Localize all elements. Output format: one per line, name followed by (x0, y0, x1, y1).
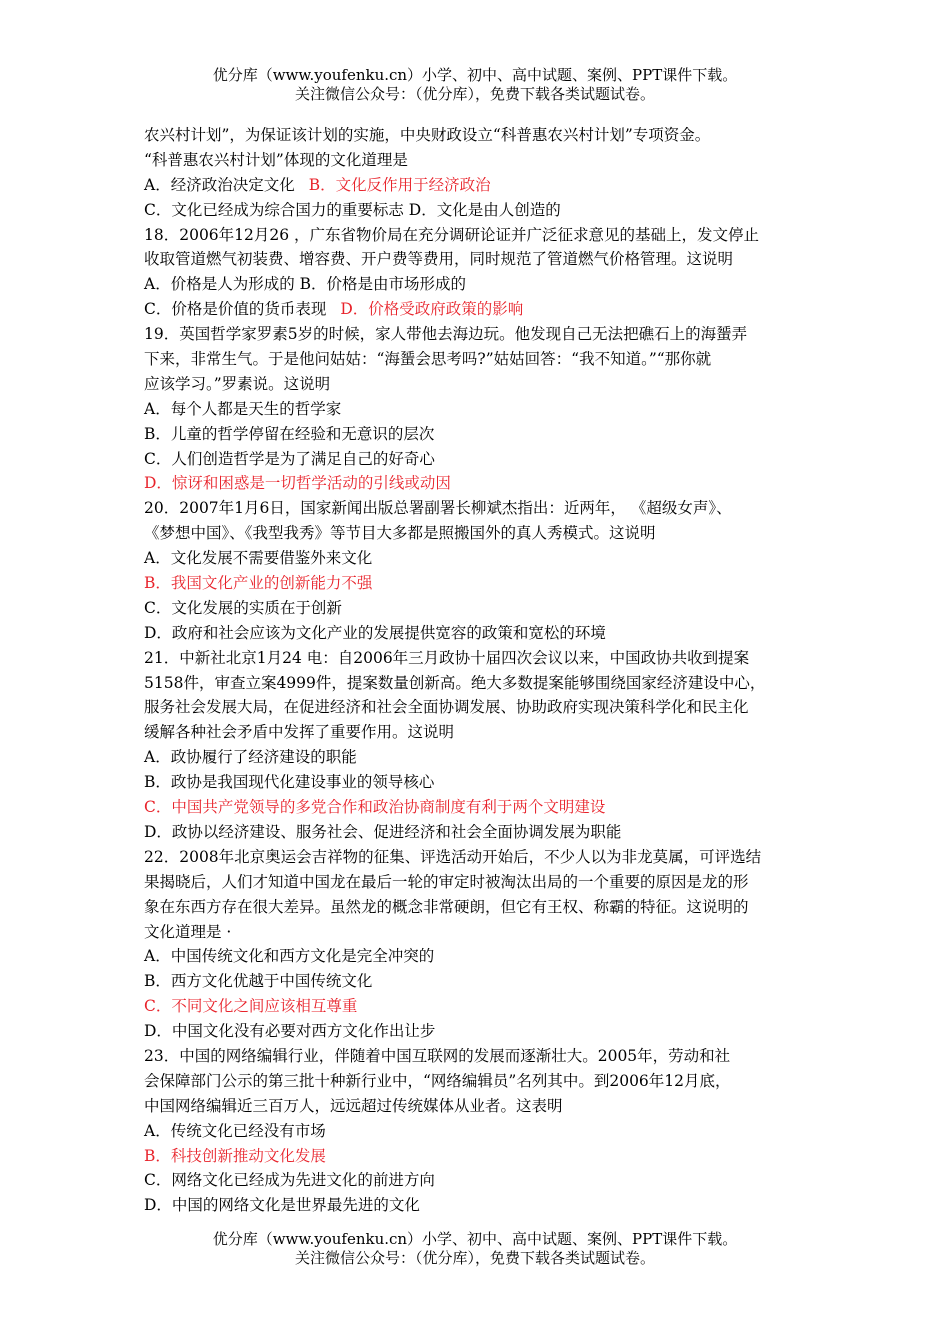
option-a: A．每个人都是天生的哲学家 (144, 399, 342, 418)
document-body (144, 123, 816, 1218)
option-a: A．中国传统文化和西方文化是完全冲突的 (144, 947, 435, 966)
option-c: C．价格是价值的货币表现 (144, 300, 327, 319)
text-line: 果揭晓后，人们才知道中国龙在最后一轮的审定时被淘汰出局的一个重要的原因是龙的形 (144, 872, 749, 891)
answer-option-c: C．中国共产党领导的多党合作和政治协商制度有利于两个文明建设 (144, 798, 606, 817)
answer-option-b: B．文化反作用于经济政治 (308, 175, 491, 194)
question-20: 20．2007年1月6日，国家新闻出版总署副署长柳斌杰指出：近两年， 《超级女声》、 (144, 499, 732, 518)
answer-option-b: B．科技创新推动文化发展 (144, 1146, 326, 1165)
option-c: C．网络文化已经成为先进文化的前进方向 (144, 1171, 435, 1190)
option-d: D．中国文化没有必要对西方文化作出让步 (144, 1022, 436, 1041)
text-line: “科普惠农兴村计划”体现的文化道理是 (144, 150, 408, 169)
text-line: 缓解各种社会矛盾中发挥了重要作用。这说明 (144, 723, 455, 742)
option-c: C．文化发展的实质在于创新 (144, 598, 342, 617)
option-line: A．价格是人为形成的 B．价格是由市场形成的 (144, 275, 467, 294)
footer-line-2: 关注微信公众号：（优分库），免费下载各类试题试卷。 (294, 1249, 655, 1267)
question-23: 23．中国的网络编辑行业，伴随着中国互联网的发展而逐渐壮大。2005年，劳动和社 (144, 1046, 731, 1065)
option-line: C．文化已经成为综合国力的重要标志 D．文化是由人创造的 (144, 200, 561, 219)
option-a: A．传统文化已经没有市场 (144, 1121, 326, 1140)
option-line (144, 173, 816, 198)
option-d: D．政协以经济建设、服务社会、促进经济和社会全面协调发展为职能 (144, 822, 622, 841)
option-line (144, 297, 816, 322)
text-line: 服务社会发展大局，在促进经济和社会全面协调发展、协助政府实现决策科学化和民主化 (144, 698, 749, 717)
text-line: 《梦想中国》、《我型我秀》等节目大多都是照搬国外的真人秀模式。这说明 (144, 524, 656, 543)
option-b: B．政协是我国现代化建设事业的领导核心 (144, 773, 435, 792)
option-d: D．政府和社会应该为文化产业的发展提供宽容的政策和宽松的环境 (144, 623, 606, 642)
text-line: 收取管道燃气初装费、增容费、开户费等费用，同时规范了管道燃气价格管理。这说明 (144, 250, 734, 269)
text-line: 文化道理是 · (144, 922, 232, 941)
text-line: 象在东西方存在很大差异。虽然龙的概念非常硬朗，但它有王权、称霸的特征。这说明的 (144, 897, 749, 916)
option-d: D．中国的网络文化是世界最先进的文化 (144, 1196, 420, 1215)
question-18: 18．2006年12月26 ，广东省物价局在充分调研论证并广泛征求意见的基础上，发文停止 (144, 225, 760, 244)
page-header (0, 66, 950, 104)
question-21: 21．中新社北京1月24 电：自2006年三月政协十届四次会议以来，中国政协共收到提案 (144, 648, 750, 667)
footer-line-1: 优分库（www.youfenku.cn）小学、初中、高中试题、案例、PPT课件下载。 (212, 1230, 738, 1248)
question-22: 22．2008年北京奥运会吉祥物的征集、评选活动开始后，不少人以为非龙莫属，可评选结 (144, 847, 762, 866)
option-a: A．经济政治决定文化 (144, 175, 295, 194)
answer-option-d: D．价格受政府政策的影响 (340, 300, 524, 319)
question-19: 19．英国哲学家罗素5岁的时候，家人带他去海边玩。他发现自己无法把礁石上的海蜑弄 (144, 325, 748, 344)
answer-option-c: C．不同文化之间应该相互尊重 (144, 997, 358, 1016)
text-line: 会保障部门公示的第三批十种新行业中，“网络编辑员”名列其中。到2006年12月底， (144, 1071, 731, 1090)
option-c: C．人们创造哲学是为了满足自己的好奇心 (144, 449, 435, 468)
text-line: 5158件，审查立案4999件，提案数量创新高。绝大多数提案能够围绕国家经济建设中心， (144, 673, 766, 692)
option-b: B．西方文化优越于中国传统文化 (144, 972, 373, 991)
header-line-2: 关注微信公众号：（优分库），免费下载各类试题试卷。 (294, 85, 655, 103)
text-line: 中国网络编辑近三百万人，远远超过传统媒体从业者。这表明 (144, 1096, 563, 1115)
answer-option-b: B．我国文化产业的创新能力不强 (144, 574, 373, 593)
text-line: 农兴村计划”，为保证该计划的实施，中央财政设立“科普惠农兴村计划”专项资金。 (144, 126, 711, 144)
option-a: A．文化发展不需要借鉴外来文化 (144, 549, 373, 568)
answer-option-d: D．惊讶和困惑是一切哲学活动的引线或动因 (144, 474, 451, 493)
option-b: B．儿童的哲学停留在经验和无意识的层次 (144, 424, 435, 443)
option-a: A．政协履行了经济建设的职能 (144, 748, 357, 767)
header-line-1: 优分库（www.youfenku.cn）小学、初中、高中试题、案例、PPT课件下载。 (212, 66, 738, 84)
page-footer (0, 1230, 950, 1268)
text-line: 应该学习。”罗素说。这说明 (144, 374, 331, 393)
text-line: 下来，非常生气。于是他问姑姑：“海蜑会思考吗?”姑姑回答：“我不知道。”“那你就 (144, 350, 712, 369)
